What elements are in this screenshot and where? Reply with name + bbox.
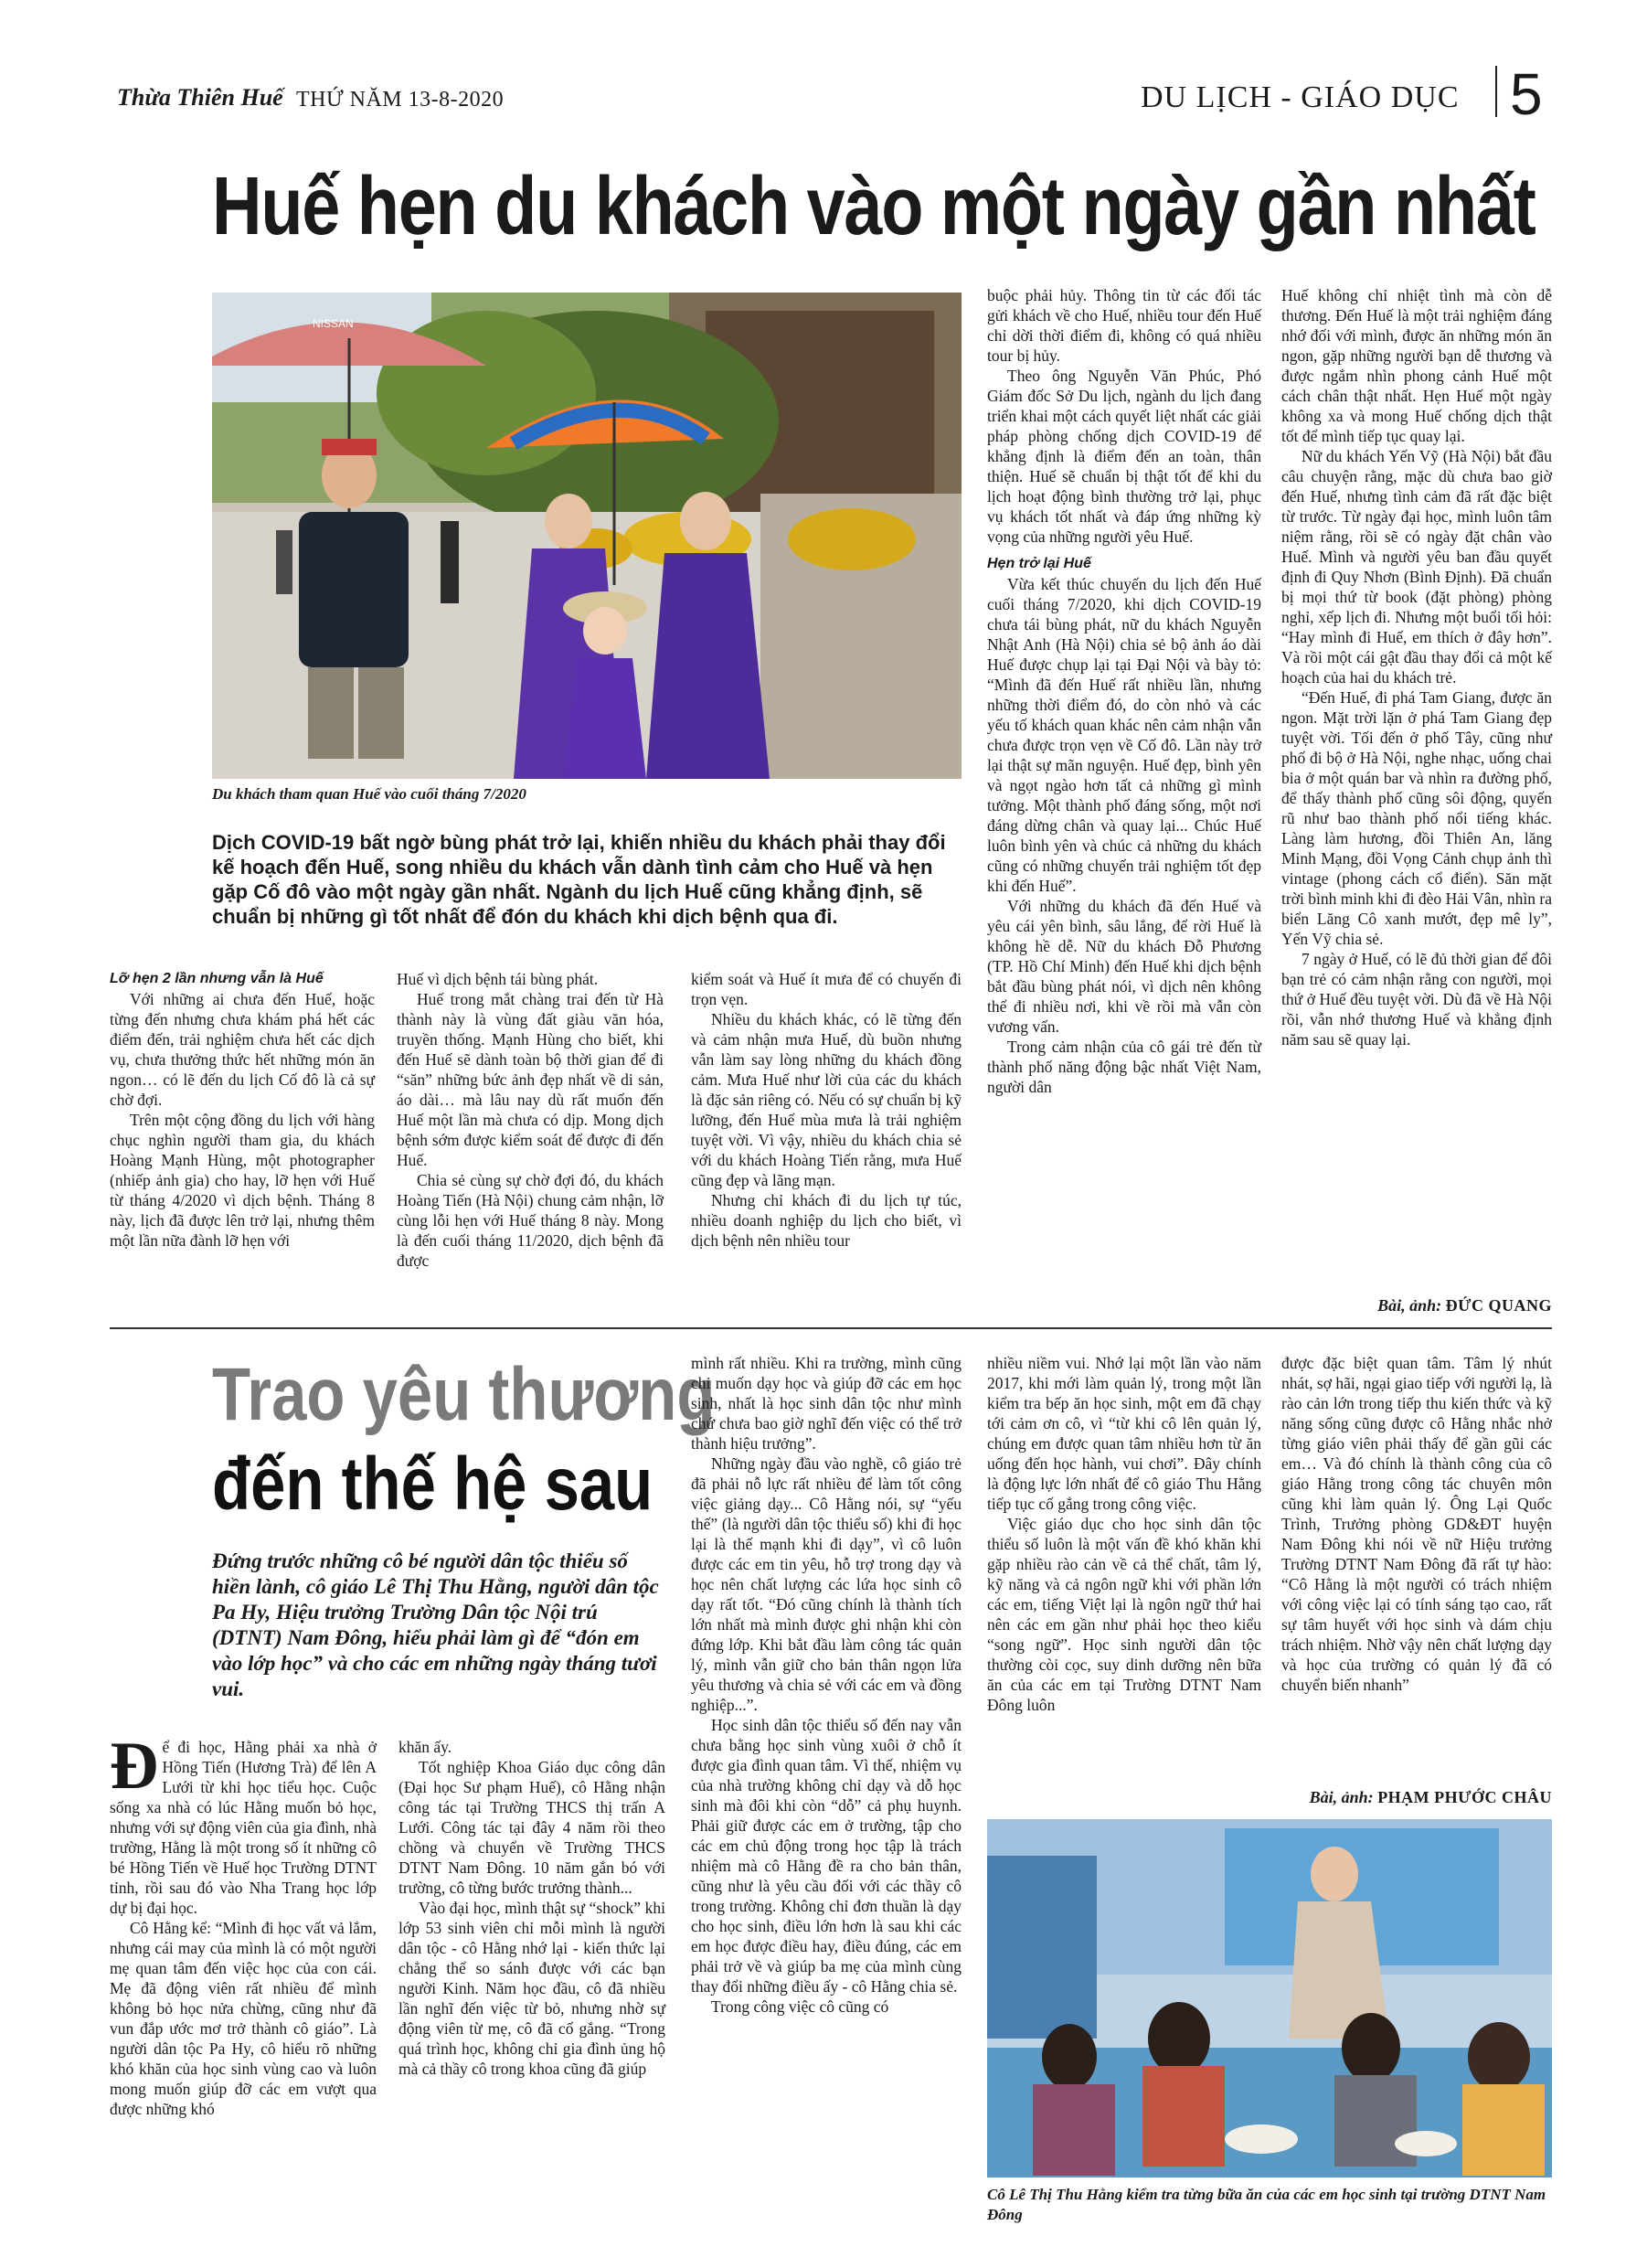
- article2-column-3: [691, 1353, 962, 2017]
- article2-paragraph: khăn ấy.: [398, 1738, 452, 1756]
- article1-column-3: [691, 969, 962, 1251]
- article1-paragraph: Trên một cộng đồng du lịch với hàng chục nghìn người tham gia, du khách Hoàng Mạnh Hùng, một photographer (nhiếp ảnh gia) cho hay, lỡ hẹn với Huế từ tháng 4/2020 vì dịch bệnh. Tháng 8 này, lịch đã được lên trở lại, nhưng thêm một lần nữa đành lỡ hẹn với: [110, 1111, 375, 1250]
- header-divider: [1495, 66, 1497, 117]
- newspaper-name: Thừa Thiên Huế: [117, 84, 283, 111]
- article1-paragraph: Chia sẻ cùng sự chờ đợi đó, du khách Hoàng Tiến (Hà Nội) chung cảm nhận, lỡ cùng lỗi hẹn với Huế tháng 8 này. Mong là đến cuối tháng 11/2020, dịch bệnh đã được: [397, 1171, 664, 1270]
- page-number: 5: [1510, 61, 1543, 127]
- article2-column-5: [1281, 1353, 1552, 1695]
- article1-paragraph: Với những ai chưa đến Huế, hoặc từng đến nhưng chưa khám phá hết các điểm đến, trải nghiệm chưa hết các dịch vụ, chưa thưởng thức hết những món ăn ngon… có lẽ đến du lịch Cố đô là cả sự chờ đợi.: [110, 990, 375, 1109]
- article1-paragraph: Trong cảm nhận của cô gái trẻ đến từ thành phố năng động bậc nhất Việt Nam, người dân: [987, 1038, 1261, 1096]
- article1-subhead-1: Lỡ hẹn 2 lần nhưng vẫn là Huế: [110, 971, 324, 986]
- article1-paragraph: Huế trong mắt chàng trai đến từ Hà thành này là vùng đất giàu văn hóa, truyền thống. Mạnh Hùng cho biết, khi đến Huế sẽ dành toàn bộ thời gian để đi “săn” những bức ảnh đẹp nhất về di sản, áo dài… mà lâu nay dù rất muốn đến Huế một lần mà chưa có dịp. Mong dịch bệnh sớm được kiểm soát để được đi đến Huế.: [397, 990, 664, 1169]
- article1-byline: [1281, 1296, 1552, 1315]
- article1-paragraph: “Đến Huế, đi phá Tam Giang, được ăn ngon. Mặt trời lặn ở phá Tam Giang đẹp tuyệt vời. Tối đến ở phố Tây, cũng như phố đi bộ ở Hà Nội, nghe nhạc, uống chai bia ở một quán bar và nhìn ra đường phố, để thấy thành phố cũng sôi động, quyến rũ như bao thành phố nổi tiếng khác. Làng làm hương, đồi Thiên An, lăng Minh Mạng, đồi Vọng Cảnh chụp ảnh thì vintage (phong cách cổ điển). Săn mặt trời bình minh khi đi đèo Hải Vân, nhìn ra biển Lăng Cô xanh mướt, đẹp mê ly”, Yến Vỹ chia sẻ.: [1281, 688, 1552, 948]
- article1-column-1: [110, 969, 375, 1251]
- article2-paragraph: Việc giáo dục cho học sinh dân tộc thiểu số luôn là một vấn đề khó khăn khi gặp nhiều rào cản về cả thể chất, tâm lý, kỹ năng và cả ngôn ngữ khi với phần lớn các em, tiếng Việt lại là ngôn ngữ thứ hai nên các em gần như phải học theo kiểu “song ngữ”. Học sinh người dân tộc thường còi cọc, suy dinh dưỡng nên bữa ăn của các em tại Trường DTNT Nam Đông luôn: [987, 1515, 1261, 1714]
- article2-paragraph: được đặc biệt quan tâm. Tâm lý nhút nhát, sợ hãi, ngại giao tiếp với người lạ, là rào cản lớn trong tiếp thu kiến thức và kỹ năng sống cũng được cô Hằng nhắc nhở từng giáo viên phải thấy để gần gũi các em… Và đó chính là thành công của cô giáo Hằng trong công tác chuyên môn cũng khi làm quản lý. Ông Lại Quốc Trình, Trưởng phòng GD&ĐT huyện Nam Đông khi nói về nữ Hiệu trưởng Trường DTNT Nam Đông đã rất tự hào: “Cô Hằng là một người có trách nhiệm với công việc lại có tính sáng tạo cao, rất sự tâm huyết với học sinh và dám chịu trách nhiệm. Nhờ vậy nên chất lượng dạy và học của trường có quản lý đã có chuyển biến nhanh”: [1281, 1354, 1552, 1694]
- article2-photo: [987, 1819, 1552, 2177]
- article1-paragraph: Nhiều du khách khác, có lẽ từng đến và cảm nhận mưa Huế, dù buồn nhưng vẫn làm say lòng những du khách đồng cảm. Mưa Huế như lời của các du khách là đặc sản riêng có. Nếu có sự chuẩn bị kỹ lưỡng, đến Huế mùa mưa là trải nghiệm tuyệt vời. Vì vậy, nhiều du khách chia sẻ với du khách Hoàng Tiến rằng, mưa Huế cũng đẹp và lãng mạn.: [691, 1010, 962, 1189]
- article2-paragraph: Những ngày đầu vào nghề, cô giáo trẻ đã phải nỗ lực rất nhiều để làm tốt công việc giảng dạy... Cô Hằng nói, sự “yếu thế” (là người dân tộc thiểu số) khi đi học lại là thế mạnh khi đi dạy”, vì cô luôn được các em tin yêu, hỗ trợ trong dạy và học nên chất lượng các lứa học sinh cô dạy rất tốt. “Đó cũng chính là thành tích lớn nhất mà mình được ghi nhận khi còn đứng lớp. Khi bắt đầu làm công tác quản lý, mình vẫn giữ cho bản thân ngọn lửa yêu thương và chia sẻ với các em và đồng nghiệp...”.: [691, 1454, 962, 1714]
- article2-paragraph: Học sinh dân tộc thiểu số đến nay vẫn chưa bằng học sinh vùng xuôi ở chỗ ít được gia đình quan tâm. Vì thế, nhiệm vụ của nhà trường không chỉ dạy và dỗ học sinh mà đôi khi còn “dỗ” cả phụ huynh. Phải giữ được các em ở trường, tập cho các em chủ động trong học tập là trách nhiệm mà cô Hằng đề ra cho bản thân, cũng như là yêu cầu đối với các thầy cô trong trường. Không chỉ đơn thuần là dạy cho học sinh, điều lớn hơn là sau khi các em học được điều hay, điều đúng, các em phải trở về và giúp ba mẹ của mình cùng thay đổi những điều ấy - cô Hằng chia sẻ.: [691, 1716, 962, 1996]
- article1-paragraph: Huế vì dịch bệnh tái bùng phát.: [397, 970, 599, 988]
- article2-paragraph: mình rất nhiều. Khi ra trường, mình cũng chỉ muốn dạy học và giúp đỡ các em học sinh, nhất là học sinh dân tộc như mình chứ chưa bao giờ nghĩ đến việc có thể trở thành hiệu trưởng”.: [691, 1354, 962, 1453]
- issue-date: THỨ NĂM 13-8-2020: [296, 88, 505, 112]
- article2-photo-caption: Cô Lê Thị Thu Hằng kiểm tra từng bữa ăn của các em học sinh tại trường DTNT Nam Đông: [987, 2186, 1546, 2223]
- article2-lead: Đứng trước những cô bé người dân tộc thiểu số hiền lành, cô giáo Lê Thị Thu Hằng, người dân tộc Pa Hy, Hiệu trưởng Trường Dân tộc Nội trú (DTNT) Nam Đông, hiểu phải làm gì để “đón em vào lớp học” và cho các em những ngày tháng tươi vui.: [212, 1549, 659, 1700]
- article1-paragraph: Với những du khách đã đến Huế và yêu cái yên bình, sâu lắng, để rời Huế là không hề dễ. Nữ du khách Đỗ Phương (TP. Hồ Chí Minh) đến Huế khi dịch bệnh bắt đầu bùng phát nói, vì dịch nên không thể đi nhiều nơi, khi về rồi mà vẫn còn vương vấn.: [987, 897, 1261, 1036]
- article2-column-2: [398, 1737, 665, 2079]
- article2-first-paragraph: ể đi học, Hằng phải xa nhà ở Hồng Tiến (Hương Trà) để lên A Lưới từ khi học tiểu học. Cuộc sống xa nhà có lúc Hằng muốn bỏ học, nhưng với sự động viên của gia đình, nhà trường, Hằng là một trong số ít những cô bé Hồng Tiến về Huế học Trường DTNT tỉnh, rồi sau đó vào Nha Trang học lớp dự bị đại học.: [110, 1738, 377, 1917]
- article1-paragraph: kiểm soát và Huế ít mưa để có chuyến đi trọn vẹn.: [691, 970, 962, 1008]
- article1-paragraph: Nữ du khách Yến Vỹ (Hà Nội) bắt đầu câu chuyện rằng, mặc dù chưa bao giờ đến Huế, nhưng tình cảm đã rất đặc biệt từ trước. Từ ngày đại học, mình luôn tâm niệm rằng, rồi sẽ có ngày đặt chân vào Huế. Mình và người yêu ban đầu quyết định đi Quy Nhơn (Bình Định). Đã chuẩn bị mọi thứ từ book (đặt phòng) phòng nghỉ, xếp lịch đi. Nhưng một buổi tối hỏi: “Hay mình đi Huế, em thích ở đây hơn”. Và rồi một cái gật đầu thay đổi cả một kế hoạch của hai du khách trẻ.: [1281, 447, 1552, 687]
- article2-dropcap: Đ: [110, 1729, 159, 1804]
- article2-byline: [1281, 1788, 1552, 1807]
- article1-subhead-2: Hẹn trở lại Huế: [987, 556, 1091, 571]
- article1-photo: [212, 293, 962, 779]
- article1-paragraph: buộc phải hủy. Thông tin từ các đối tác gửi khách về cho Huế, nhiều tour đến Huế chỉ dời thời điểm đi, không có quá nhiều tour bị hủy.: [987, 286, 1261, 365]
- article2-column-4: [987, 1353, 1261, 1715]
- article2-headline-line1: Trao yêu thương: [212, 1353, 716, 1436]
- article2-paragraph: Vào đại học, mình thật sự “shock” khi lớp 53 sinh viên chỉ mỗi mình là người dân tộc - cô Hằng nhớ lại - kiến thức lại chẳng thể so sánh được với các bạn người Kinh. Năm học đầu, cô đã nhiều lần nghĩ đến việc từ bỏ, nhưng nhờ sự động viên từ mẹ, cô đã cố gắng. “Trong quá trình học, không chỉ gia đình ủng hộ mà cả thầy cô trong khoa cũng đã giúp: [398, 1899, 665, 2078]
- article2-paragraph: [110, 1729, 377, 1918]
- article1-byline-label: Bài, ảnh:: [1377, 1296, 1442, 1315]
- article2-paragraph: Trong công việc cô cũng có: [711, 1997, 889, 2016]
- article1-headline: Huế hẹn du khách vào một ngày gần nhất: [212, 161, 1535, 252]
- article1-column-2: [397, 969, 664, 1271]
- article-divider: [110, 1327, 1552, 1329]
- article1-byline-author: ĐỨC QUANG: [1445, 1296, 1552, 1315]
- article1-paragraph: Theo ông Nguyễn Văn Phúc, Phó Giám đốc Sở Du lịch, ngành du lịch đang triển khai một cách quyết liệt nhất các giải pháp phòng chống dịch COVID-19 để khẳng định là điểm đến an toàn, thân thiện. Huế sẽ chuẩn bị thật tốt để khi du lịch hoạt động bình thường trở lại, phục vụ khách tốt nhất và đáp ứng những kỳ vọng của những người yêu Huế.: [987, 367, 1261, 546]
- article2-paragraph: Tốt nghiệp Khoa Giáo dục công dân (Đại học Sư phạm Huế), cô Hằng nhận công tác tại Trường THCS thị trấn A Lưới. Công tác tại đây 4 năm rồi theo chồng và chuyển về Trường THCS DTNT Nam Đông. 10 năm gắn bó với trường, cô từng bước trưởng thành...: [398, 1758, 665, 1897]
- article1-paragraph: 7 ngày ở Huế, có lẽ đủ thời gian để đôi bạn trẻ có cảm nhận rằng con người, mọi thứ ở Huế đều tuyệt vời. Dù đã về Hà Nội rồi, vẫn nhớ thương Huế và khẳng định năm sau sẽ quay lại.: [1281, 950, 1552, 1049]
- article1-paragraph: Huế không chỉ nhiệt tình mà còn dễ thương. Đến Huế là một trải nghiệm đáng nhớ đối với mình, được ăn những món ăn ngon, gặp những người bạn dễ thương và được ngắm nhìn phong cảnh Huế một cách chân thật nhất. Hẹn Huế một ngày không xa và mong Huế chống dịch thật tốt để mình tiếp tục quay lại.: [1281, 286, 1552, 445]
- umbrella-text: NISSAN: [313, 317, 354, 330]
- article2-byline-label: Bài, ảnh:: [1309, 1788, 1374, 1806]
- article1-column-5: [1281, 285, 1552, 1049]
- section-title: DU LỊCH - GIÁO DỤC: [1141, 80, 1460, 114]
- article2-column-1: [110, 1729, 377, 2119]
- article1-paragraph: Vừa kết thúc chuyến du lịch đến Huế cuối tháng 7/2020, khi dịch COVID-19 chưa tái bùng phát, nữ du khách Nguyễn Nhật Anh (Hà Nội) chia sẻ bộ ảnh áo dài Huế được chụp lại tại Đại Nội và bày tỏ: “Mình đã đến Huế rất nhiều lần, nhưng những thời điểm đó, do còn nhỏ và các yếu tố khách quan khác nên cảm nhận vẫn chưa được trọn vẹn về Cố đô. Lần này trở lại thật sự mãn nguyện. Huế đẹp, bình yên và ngọt ngào hơn tất cả những gì mình tưởng. Một thành phố đáng sống, một nơi đáng dừng chân và quay lại... Chúc Huế luôn bình yên và chúc cả những du khách cũng có những chuyến trải nghiệm tốt đẹp khi đến Huế”.: [987, 575, 1261, 895]
- article1-paragraph: Nhưng chỉ khách đi du lịch tự túc, nhiều doanh nghiệp du lịch cho biết, vì dịch bệnh nên nhiều tour: [691, 1191, 962, 1250]
- article2-paragraph: nhiều niềm vui. Nhớ lại một lần vào năm 2017, khi mới làm quản lý, trong một lần kiểm tra bếp ăn học sinh, một em đã chạy tới cảm ơn cô, vì “từ khi cô lên quản lý, chúng em được quan tâm nhiều hơn từ ăn uống đến học hành, vui chơi”. Đây chính là động lực lớn nhất để cô giáo Thu Hằng tiếp tục cố gắng trong công việc.: [987, 1354, 1261, 1513]
- article2-headline-line2: đến thế hệ sau: [212, 1443, 653, 1526]
- article2-byline-author: PHẠM PHƯỚC CHÂU: [1377, 1788, 1552, 1806]
- article2-paragraph: Cô Hằng kể: “Mình đi học vất vả lắm, nhưng cái may của mình là có một người mẹ quan tâm đến việc học của con cái. Mẹ đã động viên rất nhiều để mình không bỏ học nửa chừng, cũng như đã vun đắp ước mơ trở thành cô giáo”. Là người dân tộc Pa Hy, cô hiểu rõ những khó khăn của học sinh vùng cao và luôn mong muốn giúp đỡ các em vượt qua được những khó: [110, 1919, 377, 2118]
- article1-lead: Dịch COVID-19 bất ngờ bùng phát trở lại, khiến nhiều du khách phải thay đổi kế hoạch đến Huế, song nhiều du khách vẫn dành tình cảm cho Huế và hẹn gặp Cố đô vào một ngày gần nhất. Ngành du lịch Huế cũng khẳng định, sẽ chuẩn bị những gì tốt nhất để đón du khách khi dịch bệnh qua đi.: [212, 831, 946, 928]
- article1-column-4: [987, 285, 1261, 1097]
- article1-photo-caption: Du khách tham quan Huế vào cuối tháng 7/2020: [212, 785, 526, 803]
